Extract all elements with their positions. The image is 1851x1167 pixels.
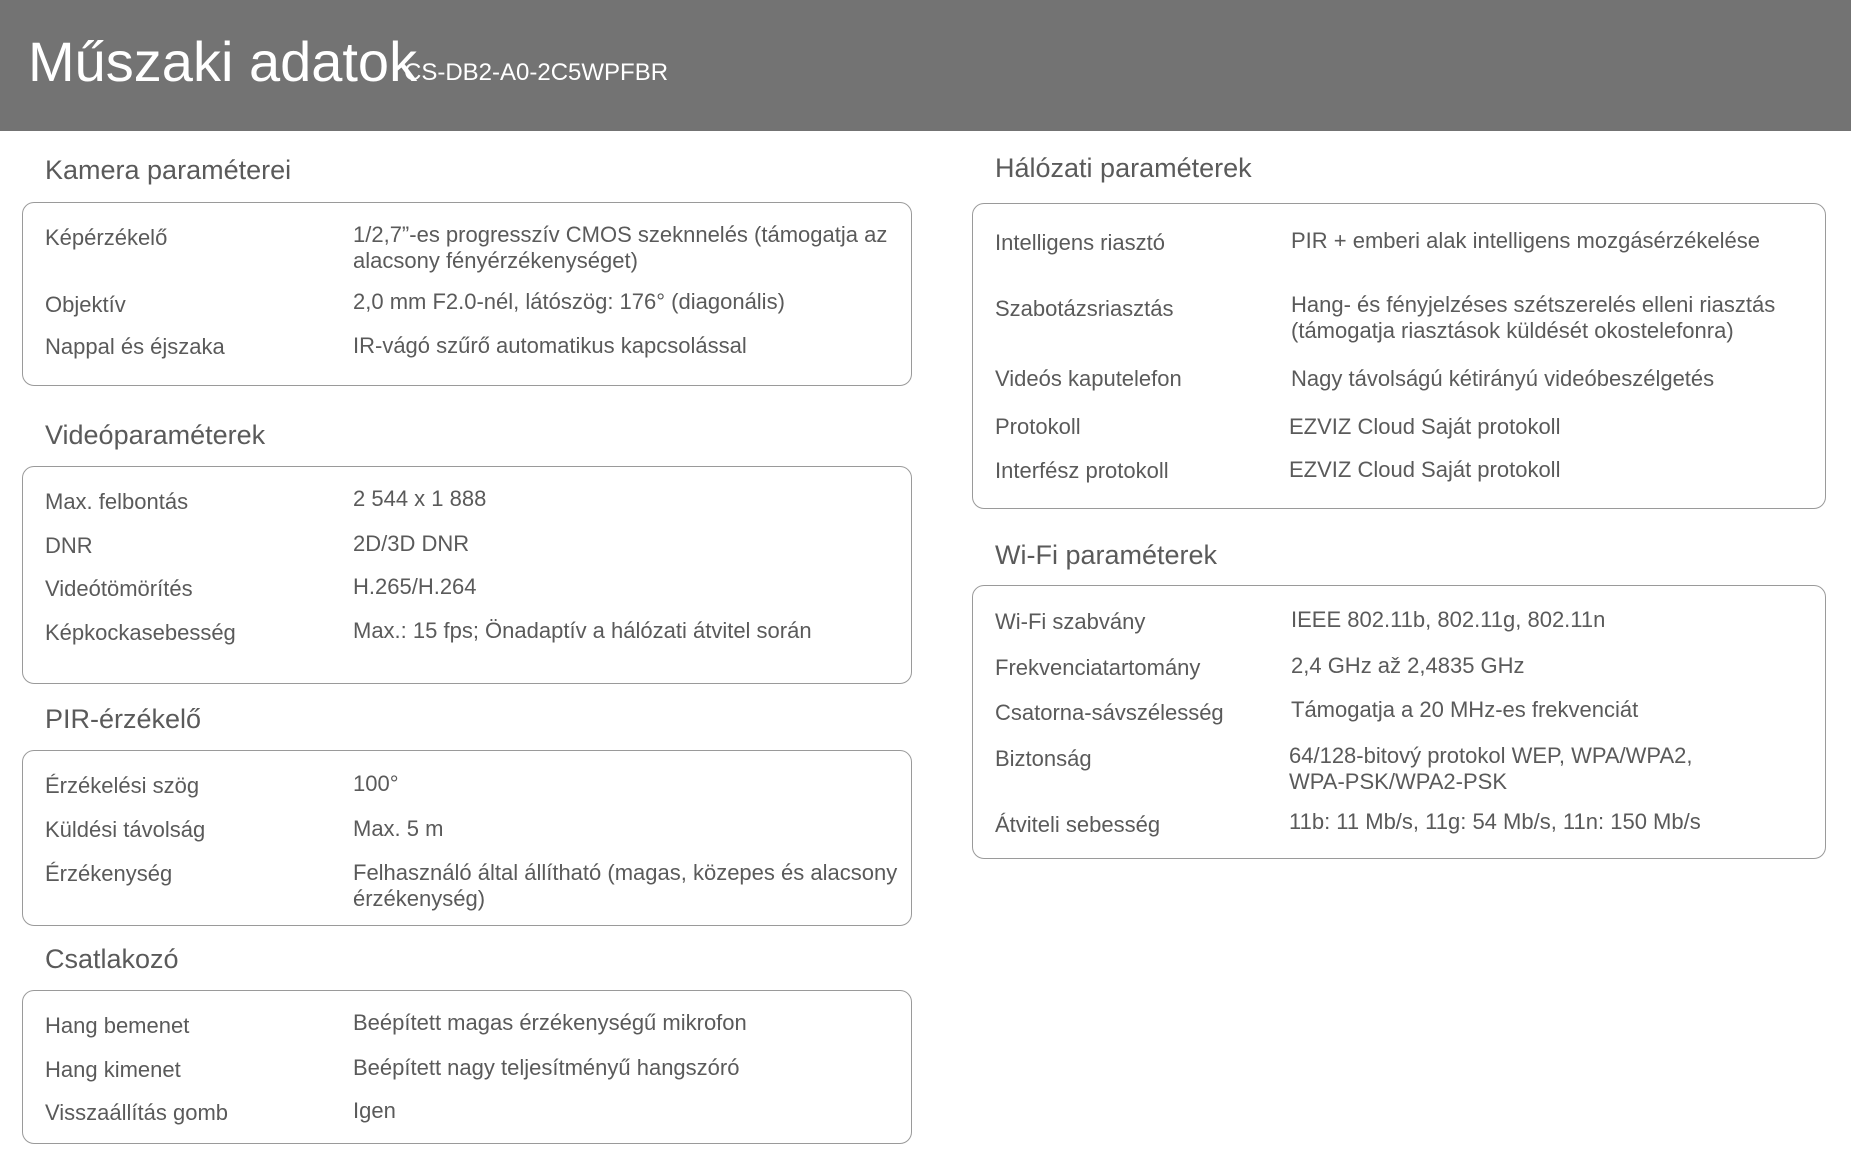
spec-value: Igen xyxy=(353,1098,396,1123)
spec-value: IR-vágó szűrő automatikus kapcsolással xyxy=(353,333,747,358)
spec-label: Videótömörítés xyxy=(45,576,193,601)
spec-label: Képérzékelő xyxy=(45,225,168,250)
spec-label: Protokoll xyxy=(995,414,1081,439)
spec-value: 100° xyxy=(353,771,399,796)
spec-label: Max. felbontás xyxy=(45,489,189,514)
spec-label: Érzékenység xyxy=(45,861,173,886)
spec-value: EZVIZ Cloud Saját protokoll xyxy=(1289,457,1561,482)
video-section-title: Videóparaméterek xyxy=(45,420,266,450)
page-header xyxy=(0,0,1851,131)
spec-label: Biztonság xyxy=(995,746,1092,771)
wifi-section-title: Wi-Fi paraméterek xyxy=(995,540,1218,570)
spec-label: Videós kaputelefon xyxy=(995,366,1182,391)
spec-label: Átviteli sebesség xyxy=(995,812,1161,837)
spec-value: IEEE 802.11b, 802.11g, 802.11n xyxy=(1291,607,1606,632)
spec-value: Nagy távolságú kétirányú videóbeszélgetés xyxy=(1291,366,1715,391)
spec-value: EZVIZ Cloud Saját protokoll xyxy=(1289,414,1561,439)
spec-value: PIR + emberi alak intelligens mozgásérzékelése xyxy=(1291,228,1760,253)
spec-label: Visszaállítás gomb xyxy=(45,1100,229,1125)
spec-value: 11b: 11 Mb/s, 11g: 54 Mb/s, 11n: 150 Mb/s xyxy=(1289,809,1701,834)
model-number: CS-DB2-A0-2C5WPFBR xyxy=(404,59,669,86)
spec-label: Wi-Fi szabvány xyxy=(995,609,1146,634)
spec-label: DNR xyxy=(45,533,93,558)
spec-label: Képkockasebesség xyxy=(45,620,236,645)
spec-value: Hang- és fényjelzéses szétszerelés elleni riasztás (támogatja riasztások küldését okostelefonra) xyxy=(1291,292,1776,343)
spec-label: Érzékelési szög xyxy=(45,773,200,798)
spec-label: Szabotázsriasztás xyxy=(995,296,1174,321)
spec-label: Csatorna-sávszélesség xyxy=(995,700,1224,725)
page-title: Műszaki adatok xyxy=(28,30,418,93)
spec-value: Beépített magas érzékenységű mikrofon xyxy=(353,1010,747,1035)
spec-value: 2,4 GHz až 2,4835 GHz xyxy=(1291,653,1525,678)
spec-label: Interfész protokoll xyxy=(995,458,1169,483)
network-section-title: Hálózati paraméterek xyxy=(995,153,1252,183)
spec-value: H.265/H.264 xyxy=(353,574,477,599)
spec-value: Támogatja a 20 MHz-es frekvenciát xyxy=(1291,697,1639,722)
spec-value: Max.: 15 fps; Önadaptív a hálózati átvitel során xyxy=(353,618,812,643)
camera-section-title: Kamera paraméterei xyxy=(45,155,292,185)
spec-label: Objektív xyxy=(45,292,126,317)
spec-label: Küldési távolság xyxy=(45,817,206,842)
spec-label: Nappal és éjszaka xyxy=(45,334,225,359)
spec-value: 1/2,7”-es progresszív CMOS szeknnelés (támogatja az alacsony fényérzékenységet) xyxy=(353,222,888,273)
spec-label: Hang bemenet xyxy=(45,1013,190,1038)
spec-label: Hang kimenet xyxy=(45,1057,181,1082)
spec-value: Felhasználó által állítható (magas, közepes és alacsony érzékenység) xyxy=(353,860,898,911)
spec-value: Max. 5 m xyxy=(353,816,444,841)
spec-value: Beépített nagy teljesítményű hangszóró xyxy=(353,1055,740,1080)
spec-value: 64/128-bitový protokol WEP, WPA/WPA2, WPA-PSK/WPA2-PSK xyxy=(1289,743,1693,794)
connector-section-title: Csatlakozó xyxy=(45,944,179,974)
spec-label: Intelligens riasztó xyxy=(995,230,1165,255)
spec-value: 2,0 mm F2.0-nél, látószög: 176° (diagonális) xyxy=(353,289,785,314)
spec-value: 2 544 x 1 888 xyxy=(353,486,487,511)
spec-label: Frekvenciatartomány xyxy=(995,655,1201,680)
spec-value: 2D/3D DNR xyxy=(353,531,470,556)
pir-section-title: PIR-érzékelő xyxy=(45,704,202,734)
